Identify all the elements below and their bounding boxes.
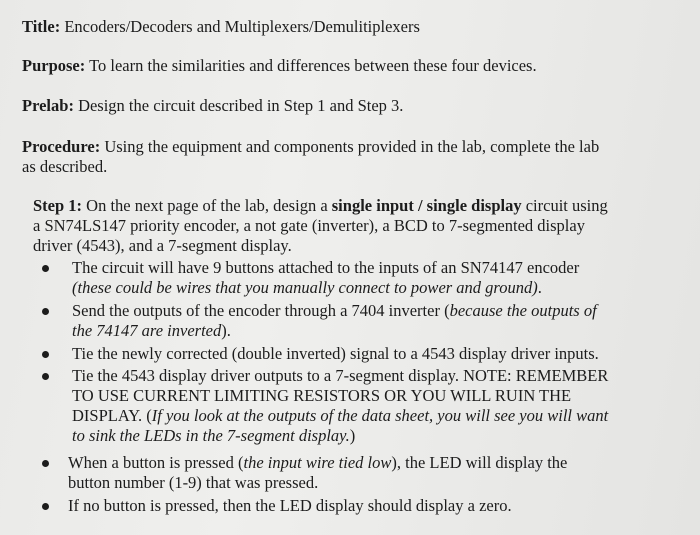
bullet-5-text-1c: ), the LED will display the [391,453,568,472]
bullet-4-text-4-end: ) [349,426,356,445]
bullet-1-line-2 [72,278,542,298]
bullet-2-text-1b: because the outputs of [449,301,597,320]
bullet-dot [42,373,49,380]
purpose-label: Purpose: [22,56,86,75]
purpose-line [22,56,537,76]
bullet-dot [42,503,49,510]
title-line [22,17,420,37]
bullet-dot [42,265,49,272]
procedure-line-2: as described. [22,157,108,176]
step1-text-1a: On the next page of the lab, design a [86,196,328,215]
procedure-label: Procedure: [22,137,101,156]
prelab-line [22,96,403,116]
bullet-1-text-2: (these could be wires that you manually connect to power and ground) [72,278,538,297]
bullet-dot [42,460,49,467]
step1-line-1 [33,196,608,216]
bullet-dot [42,308,49,315]
bullet-4-line-1: Tie the 4543 display driver outputs to a 7-segment display. NOTE: REMEMBER [72,366,609,385]
step1-text-1c: circuit using [525,196,608,215]
bullet-1-text-2-end: . [537,278,542,297]
bullet-4-line-4 [72,426,355,446]
prelab-text: Design the circuit described in Step 1 and Step 3. [78,96,404,115]
bullet-4-line-2: TO USE CURRENT LIMITING RESISTORS OR YOU WILL RUIN THE [72,386,572,405]
bullet-dot [42,351,49,358]
bullet-2-text-2-end: ). [221,321,231,340]
bullet-2-line-1 [72,301,597,321]
purpose-text: To learn the similarities and differences between these four devices. [89,56,537,75]
title-text: Encoders/Decoders and Multiplexers/Demulitiplexers [64,17,420,36]
bullet-4-line-3 [72,406,608,426]
bullet-2-line-2 [72,321,231,341]
bullet-4-text-4: to sink the LEDs in the 7-segment display. [72,426,350,445]
bullet-4-text-3a: DISPLAY. ( [72,406,152,425]
step1-line-3: driver (4543), and a 7-segment display. [33,236,292,255]
procedure-text-1: Using the equipment and components provided in the lab, complete the lab [104,137,600,156]
procedure-line-1 [22,137,599,157]
step1-text-1b: single input / single display [331,196,522,215]
prelab-label: Prelab: [22,96,74,115]
bullet-5-line-2: button number (1-9) that was pressed. [68,473,319,492]
bullet-5-text-1a: When a button is pressed ( [68,453,244,472]
bullet-5-text-1b: the input wire tied low [243,453,392,472]
step1-label: Step 1: [33,196,83,215]
bullet-1-line-1: The circuit will have 9 buttons attached to the inputs of an SN74147 encoder [72,258,580,277]
bullet-5-line-1 [68,453,567,473]
step1-line-2: a SN74LS147 priority encoder, a not gate (inverter), a BCD to 7-segmented display [33,216,585,235]
bullet-4-text-3b: If you look at the outputs of the data sheet, you will see you will want [151,406,609,425]
bullet-2-text-1a: Send the outputs of the encoder through a 7404 inverter ( [72,301,450,320]
bullet-6-line-1: If no button is pressed, then the LED display should display a zero. [68,496,512,515]
title-label: Title: [22,17,61,36]
bullet-2-text-2: the 74147 are inverted [72,321,222,340]
bullet-3-line-1: Tie the newly corrected (double inverted) signal to a 4543 display driver inputs. [72,344,599,363]
